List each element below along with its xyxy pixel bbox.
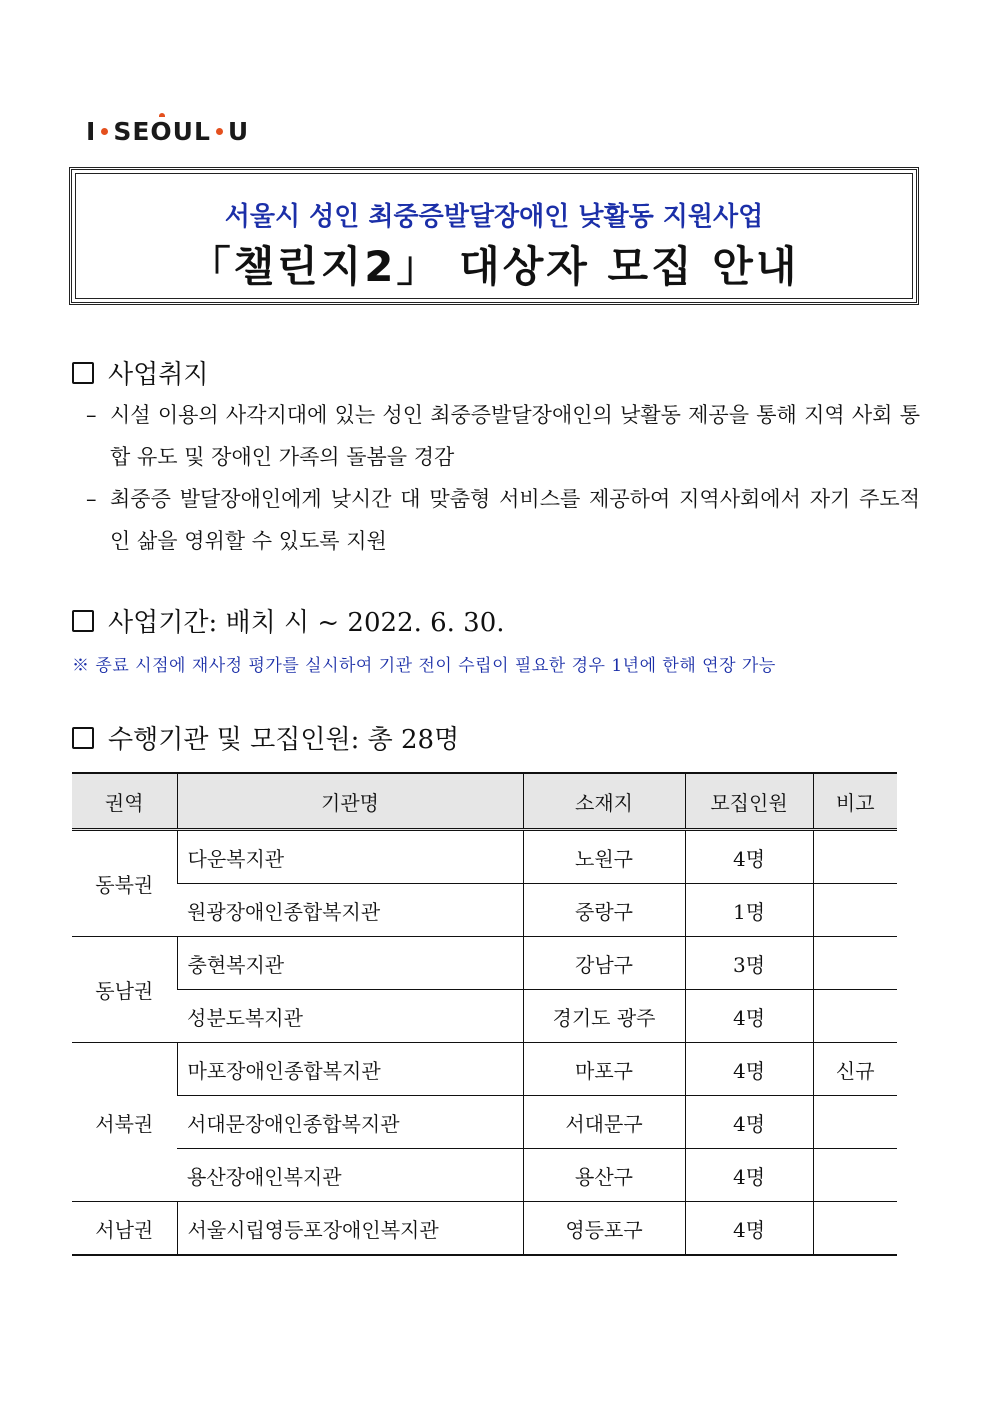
section-institutions-title: 수행기관 및 모집인원: 총 28명 <box>108 725 460 755</box>
table-row <box>72 884 897 937</box>
purpose-bullet-2 <box>86 478 920 562</box>
seoul-logo <box>86 116 249 146</box>
purpose-bullet-2-text: 최중증 발달장애인에게 낮시간 대 맞춤형 서비스를 제공하여 지역사회에서 자기 주도적인 삶을 영위할 수 있도록 지원 <box>110 487 920 553</box>
section-institutions-heading <box>72 719 459 756</box>
period-note: ※ 종료 시점에 재사정 평가를 실시하여 기관 전이 수립이 필요한 경우 1년에 한해 연장 가능 <box>72 656 776 676</box>
institution-name: 원광장애인종합복지관 <box>177 884 523 937</box>
table-row <box>72 990 897 1043</box>
logo-o: O <box>150 117 172 146</box>
title-main: 「챌린지2」 대상자 모집 안내 <box>188 242 800 291</box>
institution-count: 3명 <box>685 937 813 990</box>
header-name: 기관명 <box>177 773 523 830</box>
institution-location: 중랑구 <box>523 884 685 937</box>
institution-count: 4명 <box>685 1096 813 1149</box>
region-cell: 동남권 <box>72 937 177 1043</box>
table-header-row <box>72 773 897 830</box>
institution-location: 강남구 <box>523 937 685 990</box>
header-region: 권역 <box>72 773 177 830</box>
institution-location: 마포구 <box>523 1043 685 1096</box>
institution-count: 4명 <box>685 1043 813 1096</box>
institution-location: 노원구 <box>523 830 685 884</box>
purpose-bullet-1 <box>86 394 920 478</box>
institution-note <box>813 1149 897 1202</box>
table-row <box>72 937 897 990</box>
table-row <box>72 1202 897 1256</box>
section-period-heading <box>72 602 505 639</box>
institution-name: 용산장애인복지관 <box>177 1149 523 1202</box>
table-row <box>72 1149 897 1202</box>
institution-note <box>813 990 897 1043</box>
checkbox-square-icon <box>72 362 94 384</box>
region-cell: 서북권 <box>72 1043 177 1202</box>
title-subtitle: 서울시 성인 최중증발달장애인 낮활동 지원사업 <box>224 202 764 232</box>
logo-text-ul: UL <box>172 116 211 146</box>
institution-name: 마포장애인종합복지관 <box>177 1043 523 1096</box>
logo-dot-icon <box>216 128 223 135</box>
dash-icon: – <box>86 403 97 427</box>
logo-text-se: SE <box>113 116 151 146</box>
institution-location: 용산구 <box>523 1149 685 1202</box>
logo-dot-icon <box>101 128 108 135</box>
header-location: 소재지 <box>523 773 685 830</box>
institution-location: 서대문구 <box>523 1096 685 1149</box>
header-note: 비고 <box>813 773 897 830</box>
section-purpose-title: 사업취지 <box>108 360 209 390</box>
institution-note <box>813 1202 897 1256</box>
logo-accent-icon <box>159 113 165 117</box>
institution-table <box>72 772 897 1256</box>
institution-count: 4명 <box>685 1149 813 1202</box>
institution-name: 서대문장애인종합복지관 <box>177 1096 523 1149</box>
institution-note: 신규 <box>813 1043 897 1096</box>
institution-note <box>813 1096 897 1149</box>
institution-note <box>813 884 897 937</box>
institution-note <box>813 937 897 990</box>
institution-name: 다운복지관 <box>177 830 523 884</box>
header-count: 모집인원 <box>685 773 813 830</box>
title-box <box>69 167 919 305</box>
institution-location: 경기도 광주 <box>523 990 685 1043</box>
institution-count: 4명 <box>685 1202 813 1256</box>
dash-icon: – <box>86 487 97 511</box>
table-row <box>72 1096 897 1149</box>
checkbox-square-icon <box>72 610 94 632</box>
institution-count: 4명 <box>685 830 813 884</box>
checkbox-square-icon <box>72 727 94 749</box>
institution-note <box>813 830 897 884</box>
institution-count: 4명 <box>685 990 813 1043</box>
logo-text-u: U <box>227 116 250 146</box>
region-cell: 서남권 <box>72 1202 177 1256</box>
table-row <box>72 1043 897 1096</box>
region-cell: 동북권 <box>72 830 177 937</box>
logo-text-i: I <box>86 116 97 146</box>
purpose-bullet-1-text: 시설 이용의 사각지대에 있는 성인 최중증발달장애인의 낮활동 제공을 통해 지역 사회 통합 유도 및 장애인 가족의 돌봄을 경감 <box>110 403 920 469</box>
institution-name: 서울시립영등포장애인복지관 <box>177 1202 523 1256</box>
section-purpose-heading <box>72 354 208 391</box>
institution-name: 충현복지관 <box>177 937 523 990</box>
section-period-title: 사업기간: 배치 시 ~ 2022. 6. 30. <box>108 608 505 638</box>
institution-count: 1명 <box>685 884 813 937</box>
institution-name: 성분도복지관 <box>177 990 523 1043</box>
institution-location: 영등포구 <box>523 1202 685 1256</box>
table-row <box>72 830 897 884</box>
